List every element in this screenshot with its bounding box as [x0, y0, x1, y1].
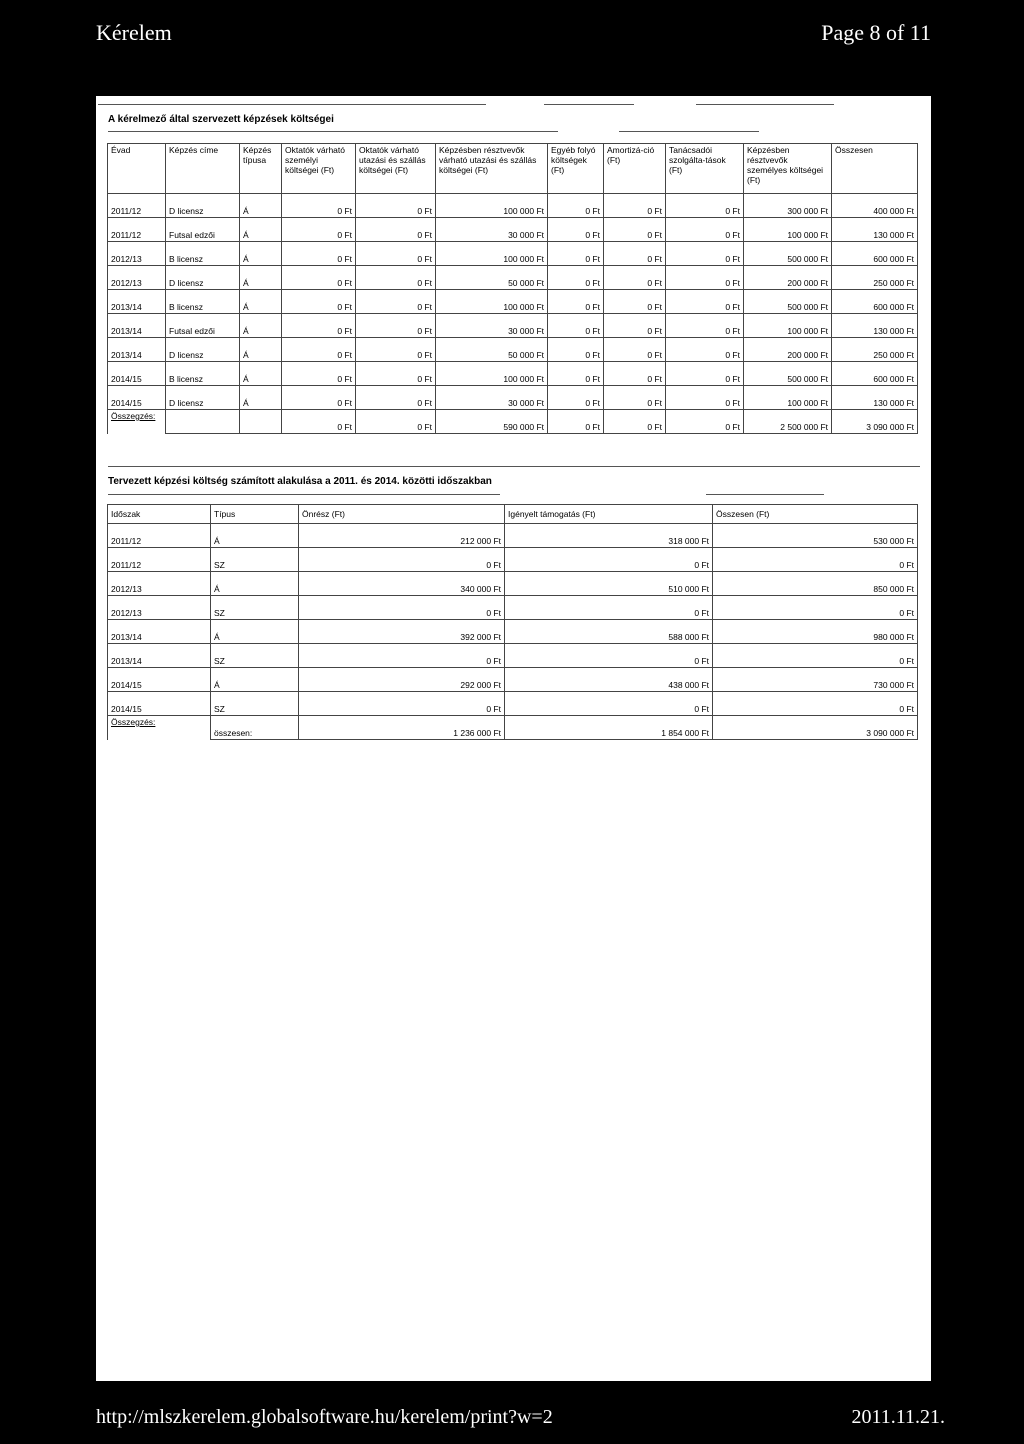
table-cell: 510 000 Ft: [505, 572, 713, 596]
table-cell: 0 Ft: [548, 290, 604, 314]
table-cell: 0 Ft: [666, 338, 744, 362]
table-header-row: [108, 144, 918, 194]
table-cell: 0 Ft: [666, 290, 744, 314]
table-cell: 100 000 Ft: [744, 314, 832, 338]
table-cell: SZ: [211, 692, 299, 716]
table-cell: 0 Ft: [282, 290, 356, 314]
summary-cell: 2 500 000 Ft: [744, 410, 832, 434]
column-header: Évad: [108, 144, 166, 194]
divider: [706, 494, 824, 495]
table-cell: 0 Ft: [282, 386, 356, 410]
table-row: [108, 620, 918, 644]
table-cell: B licensz: [166, 362, 240, 386]
table-cell: 0 Ft: [666, 362, 744, 386]
column-header: Igényelt támogatás (Ft): [505, 505, 713, 524]
table-cell: 500 000 Ft: [744, 362, 832, 386]
table-cell: 600 000 Ft: [832, 362, 918, 386]
table-cell: Futsal edzői: [166, 218, 240, 242]
divider: [619, 131, 759, 132]
table-cell: Á: [240, 338, 282, 362]
table-cell: 2011/12: [108, 548, 211, 572]
column-header: Oktatók várható utazási és szállás költségei (Ft): [356, 144, 436, 194]
table-cell: 2012/13: [108, 572, 211, 596]
table-cell: 0 Ft: [356, 242, 436, 266]
table-cell: 0 Ft: [604, 338, 666, 362]
table-cell: 0 Ft: [548, 194, 604, 218]
table-cell: Á: [240, 266, 282, 290]
table-cell: 588 000 Ft: [505, 620, 713, 644]
table-cell: 130 000 Ft: [832, 314, 918, 338]
table-cell: 730 000 Ft: [713, 668, 918, 692]
table-row: [108, 644, 918, 668]
table-row: [108, 668, 918, 692]
document-title: Kérelem: [96, 20, 172, 45]
table-row: [108, 314, 918, 338]
table-row: [108, 242, 918, 266]
table-cell: 850 000 Ft: [713, 572, 918, 596]
table-cell: 0 Ft: [604, 314, 666, 338]
table-cell: 2012/13: [108, 596, 211, 620]
footer-url: http://mlszkerelem.globalsoftware.hu/kerelem/print?w=2: [96, 1406, 553, 1428]
table-cell: 2013/14: [108, 338, 166, 362]
table-cell: 300 000 Ft: [744, 194, 832, 218]
table-cell: 292 000 Ft: [299, 668, 505, 692]
table-cell: 30 000 Ft: [436, 386, 548, 410]
divider: [108, 494, 500, 495]
table-cell: [240, 410, 282, 434]
summary-cell: 1 236 000 Ft: [299, 716, 505, 740]
table-cell: D licensz: [166, 266, 240, 290]
table-cell: 600 000 Ft: [832, 290, 918, 314]
table-cell: 980 000 Ft: [713, 620, 918, 644]
table-cell: 0 Ft: [604, 218, 666, 242]
training-costs-table: [107, 143, 918, 434]
summary-cell: 3 090 000 Ft: [713, 716, 918, 740]
table-cell: 0 Ft: [356, 386, 436, 410]
table-cell: 0 Ft: [604, 386, 666, 410]
summary-row: [108, 410, 918, 434]
table-cell: 250 000 Ft: [832, 338, 918, 362]
table-cell: Á: [240, 314, 282, 338]
table-cell: 0 Ft: [356, 314, 436, 338]
table-cell: 0 Ft: [356, 266, 436, 290]
divider: [108, 466, 920, 467]
table-cell: 0 Ft: [282, 266, 356, 290]
table-cell: 0 Ft: [666, 242, 744, 266]
table-cell: D licensz: [166, 338, 240, 362]
table-cell: 2014/15: [108, 668, 211, 692]
table-row: [108, 524, 918, 548]
summary-cell: 0 Ft: [604, 410, 666, 434]
divider: [108, 131, 558, 132]
table-row: [108, 692, 918, 716]
section-title-planned-costs: Tervezett képzési költség számított alakulása a 2011. és 2014. közötti időszakban: [108, 476, 492, 487]
table-cell: 2011/12: [108, 218, 166, 242]
table-cell: 0 Ft: [282, 242, 356, 266]
table-cell: 438 000 Ft: [505, 668, 713, 692]
summary-cell: 0 Ft: [282, 410, 356, 434]
table-row: [108, 572, 918, 596]
table-cell: Á: [240, 218, 282, 242]
table-cell: 2014/15: [108, 692, 211, 716]
table-cell: Á: [211, 620, 299, 644]
table-cell: SZ: [211, 596, 299, 620]
summary-row: [108, 716, 918, 740]
table-cell: 0 Ft: [604, 194, 666, 218]
table-cell: 0 Ft: [505, 548, 713, 572]
column-header: Képzésben résztvevők személyes költségei (Ft): [744, 144, 832, 194]
table-cell: 30 000 Ft: [436, 314, 548, 338]
table-cell: B licensz: [166, 290, 240, 314]
table-cell: 100 000 Ft: [744, 218, 832, 242]
table-cell: 2013/14: [108, 644, 211, 668]
summary-type-label: összesen:: [211, 716, 299, 740]
column-header: Önrész (Ft): [299, 505, 505, 524]
table-cell: 130 000 Ft: [832, 218, 918, 242]
table-cell: Á: [211, 524, 299, 548]
table-cell: 0 Ft: [356, 338, 436, 362]
divider: [696, 104, 834, 105]
table-cell: Á: [211, 572, 299, 596]
table-row: [108, 362, 918, 386]
table-cell: 250 000 Ft: [832, 266, 918, 290]
column-header: Típus: [211, 505, 299, 524]
table-cell: 0 Ft: [505, 596, 713, 620]
column-header: Képzés típusa: [240, 144, 282, 194]
table-cell: 500 000 Ft: [744, 242, 832, 266]
table-cell: 400 000 Ft: [832, 194, 918, 218]
table-cell: 2013/14: [108, 290, 166, 314]
table-cell: Á: [240, 242, 282, 266]
column-header: Egyéb folyó költségek (Ft): [548, 144, 604, 194]
table-cell: 0 Ft: [505, 692, 713, 716]
summary-cell: 0 Ft: [666, 410, 744, 434]
table-cell: 130 000 Ft: [832, 386, 918, 410]
table-cell: 2011/12: [108, 524, 211, 548]
table-cell: 340 000 Ft: [299, 572, 505, 596]
table-cell: 0 Ft: [713, 692, 918, 716]
table-cell: 0 Ft: [282, 362, 356, 386]
section-title-training-costs: A kérelmező által szervezett képzések költségei: [108, 114, 334, 125]
table-cell: 0 Ft: [548, 242, 604, 266]
table-cell: 0 Ft: [604, 362, 666, 386]
table-cell: 50 000 Ft: [436, 266, 548, 290]
table-row: [108, 218, 918, 242]
summary-label: Összegzés:: [108, 716, 211, 740]
table-cell: Á: [240, 362, 282, 386]
summary-label: Összegzés:: [108, 410, 166, 434]
table-cell: 200 000 Ft: [744, 266, 832, 290]
planned-costs-table: [107, 504, 918, 740]
table-cell: 0 Ft: [282, 194, 356, 218]
table-cell: 50 000 Ft: [436, 338, 548, 362]
table-cell: 0 Ft: [666, 386, 744, 410]
column-header: Képzésben résztvevők várható utazási és szállás költségei (Ft): [436, 144, 548, 194]
table-cell: 0 Ft: [666, 194, 744, 218]
table-cell: 0 Ft: [713, 596, 918, 620]
table-cell: 100 000 Ft: [436, 362, 548, 386]
divider: [544, 104, 634, 105]
table-cell: 2012/13: [108, 266, 166, 290]
table-row: [108, 194, 918, 218]
footer-date: 2011.11.21.: [851, 1406, 945, 1428]
summary-cell: 0 Ft: [548, 410, 604, 434]
table-row: [108, 290, 918, 314]
document-page: [96, 96, 931, 1381]
table-cell: 0 Ft: [299, 692, 505, 716]
table-cell: 0 Ft: [356, 218, 436, 242]
table-cell: 100 000 Ft: [436, 290, 548, 314]
summary-cell: 0 Ft: [356, 410, 436, 434]
table-cell: 0 Ft: [299, 644, 505, 668]
divider: [98, 104, 486, 105]
column-header: Képzés címe: [166, 144, 240, 194]
table-cell: 0 Ft: [282, 314, 356, 338]
column-header: Összesen: [832, 144, 918, 194]
table-cell: 600 000 Ft: [832, 242, 918, 266]
table-cell: 0 Ft: [548, 338, 604, 362]
table-cell: 0 Ft: [356, 290, 436, 314]
column-header: Összesen (Ft): [713, 505, 918, 524]
table-cell: D licensz: [166, 386, 240, 410]
table-cell: 0 Ft: [713, 548, 918, 572]
table-cell: 0 Ft: [666, 266, 744, 290]
table-cell: 0 Ft: [666, 314, 744, 338]
column-header: Tanácsadói szolgálta-tások (Ft): [666, 144, 744, 194]
table-cell: 530 000 Ft: [713, 524, 918, 548]
table-cell: 0 Ft: [604, 290, 666, 314]
column-header: Időszak: [108, 505, 211, 524]
table-cell: 500 000 Ft: [744, 290, 832, 314]
table-cell: 0 Ft: [299, 596, 505, 620]
table-cell: 2012/13: [108, 242, 166, 266]
table-cell: B licensz: [166, 242, 240, 266]
table-cell: 0 Ft: [548, 218, 604, 242]
table-cell: 0 Ft: [299, 548, 505, 572]
column-header: Amortizá-ció (Ft): [604, 144, 666, 194]
table-cell: Futsal edzői: [166, 314, 240, 338]
table-cell: Á: [240, 194, 282, 218]
table-cell: 0 Ft: [548, 314, 604, 338]
table-cell: 0 Ft: [356, 194, 436, 218]
table-cell: 0 Ft: [356, 362, 436, 386]
table-row: [108, 548, 918, 572]
table-cell: SZ: [211, 644, 299, 668]
table-cell: 0 Ft: [548, 362, 604, 386]
table-row: [108, 266, 918, 290]
table-cell: 0 Ft: [666, 218, 744, 242]
table-cell: 2013/14: [108, 620, 211, 644]
summary-cell: 3 090 000 Ft: [832, 410, 918, 434]
table-cell: 2014/15: [108, 362, 166, 386]
table-header-row: [108, 505, 918, 524]
table-row: [108, 596, 918, 620]
table-cell: 2013/14: [108, 314, 166, 338]
table-cell: 200 000 Ft: [744, 338, 832, 362]
column-header: Oktatók várható személyi költségei (Ft): [282, 144, 356, 194]
page-number: Page 8 of 11: [821, 20, 931, 45]
table-row: [108, 386, 918, 410]
table-cell: Á: [240, 290, 282, 314]
table-cell: D licensz: [166, 194, 240, 218]
summary-cell: 590 000 Ft: [436, 410, 548, 434]
table-cell: 2014/15: [108, 386, 166, 410]
table-cell: 100 000 Ft: [436, 194, 548, 218]
table-cell: Á: [240, 386, 282, 410]
table-cell: SZ: [211, 548, 299, 572]
table-cell: 212 000 Ft: [299, 524, 505, 548]
table-cell: 0 Ft: [282, 338, 356, 362]
table-cell: 318 000 Ft: [505, 524, 713, 548]
table-cell: 0 Ft: [505, 644, 713, 668]
table-cell: 0 Ft: [548, 386, 604, 410]
table-cell: 0 Ft: [604, 242, 666, 266]
table-cell: 0 Ft: [713, 644, 918, 668]
table-cell: [166, 410, 240, 434]
table-cell: Á: [211, 668, 299, 692]
table-cell: 100 000 Ft: [744, 386, 832, 410]
table-cell: 30 000 Ft: [436, 218, 548, 242]
table-cell: 0 Ft: [548, 266, 604, 290]
table-cell: 0 Ft: [604, 266, 666, 290]
table-row: [108, 338, 918, 362]
table-cell: 2011/12: [108, 194, 166, 218]
table-cell: 100 000 Ft: [436, 242, 548, 266]
table-cell: 0 Ft: [282, 218, 356, 242]
summary-cell: 1 854 000 Ft: [505, 716, 713, 740]
table-cell: 392 000 Ft: [299, 620, 505, 644]
